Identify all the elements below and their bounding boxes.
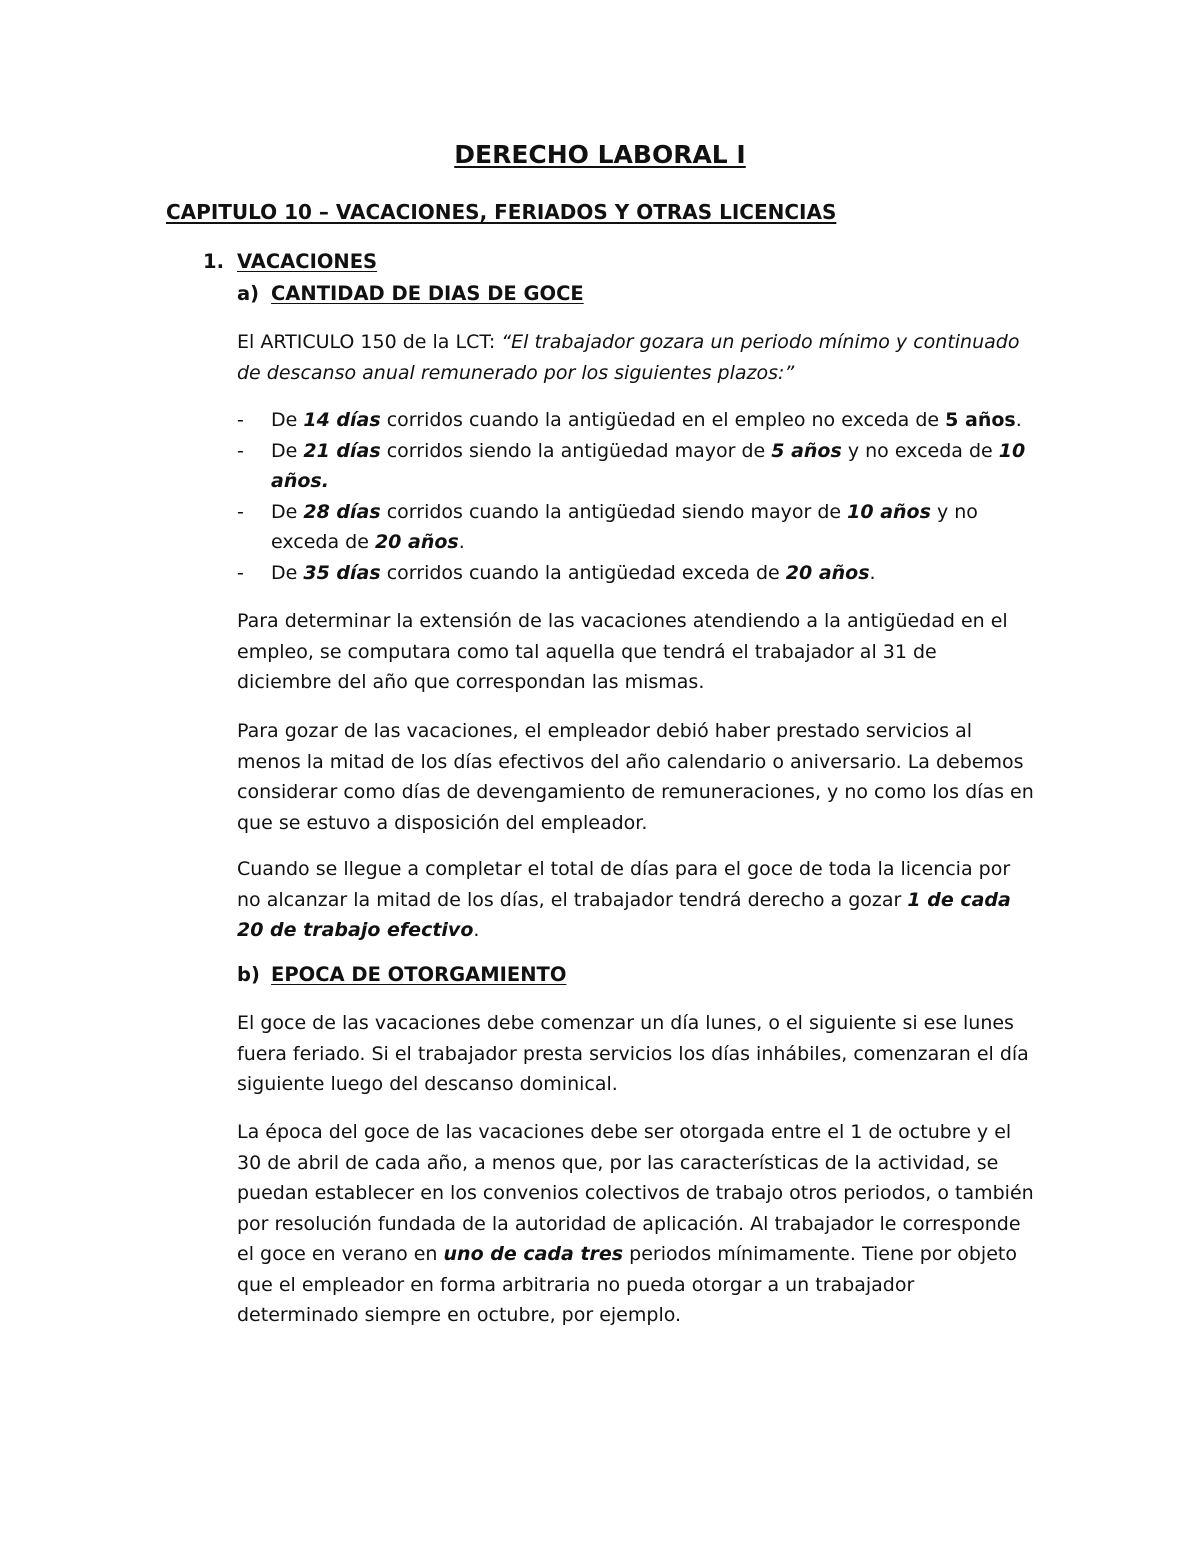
list-item	[237, 497, 1037, 558]
article-intro	[237, 327, 1037, 388]
paragraph-requisitos: Para gozar de las vacaciones, el empleador debió haber prestado servicios al menos la mitad de los días efectivos del año calendario o aniversario. La debemos considerar como días de devengamiento de remuneraciones, y no como los días en que se estuvo a disposición del empleador.	[237, 720, 1034, 834]
document-title: DERECHO LABORAL I	[454, 140, 746, 169]
item-text: De	[271, 500, 304, 523]
item-text: corridos siendo la antigüedad mayor de	[380, 439, 772, 462]
item-text: .	[1015, 409, 1022, 431]
item-text: corridos cuando la antigüedad exceda de	[380, 561, 786, 584]
item-years: 20 años	[785, 561, 870, 584]
item-years: 10 años.	[271, 439, 1026, 492]
paragraph-antiguedad: Para determinar la extensión de las vacaciones atendiendo a la antigüedad en el empleo, se computara como tal aquella que tendrá el trabajador al 31 de diciembre del año que correspondan las mismas.	[237, 610, 1008, 693]
subheading-title: EPOCA DE OTORGAMIENTO	[271, 963, 567, 986]
item-text: De	[271, 561, 304, 584]
item-text: y no exceda de	[271, 500, 978, 553]
bullet-dash: -	[237, 500, 244, 523]
paragraph-emphasis: uno de cada tres	[443, 1243, 624, 1265]
bullet-dash: -	[237, 439, 244, 462]
article-intro-text: El ARTICULO 150 de la LCT:	[237, 331, 502, 353]
section-heading-vacaciones	[203, 250, 377, 273]
paragraph-text: Cuando se llegue a completar el total de días para el goce de toda la licencia por no alcanzar la mitad de los días, el trabajador tendrá derecho a gozar	[237, 858, 1011, 911]
item-days: 14 días	[303, 409, 381, 431]
vacation-days-list	[237, 405, 1037, 588]
paragraph-text: periodos mínimamente. Tiene por objeto que el empleador en forma arbitraria no pueda otorgar a un trabajador determinado siempre en octubre, por ejemplo.	[237, 1243, 1017, 1326]
paragraph-comienzo: El goce de las vacaciones debe comenzar un día lunes, o el siguiente si ese lunes fuera feriado. Si el trabajador presta servicios los días inhábiles, comenzaran el día siguiente luego del descanso dominical.	[237, 1012, 1029, 1095]
paragraph-emphasis: 1 de cada 20 de trabajo efectivo	[237, 888, 1011, 941]
article-quote: “El trabajador gozara un periodo mínimo y continuado de descanso anual remunerado por los siguientes plazos:”	[237, 331, 1020, 384]
subheading-letter: a)	[237, 282, 260, 305]
item-text: De	[271, 439, 304, 462]
paragraph-text: .	[473, 919, 480, 941]
item-text: .	[869, 561, 876, 584]
item-days: 21 días	[303, 439, 381, 462]
subheading-letter: b)	[237, 963, 260, 986]
item-years: 20 años	[374, 531, 459, 553]
subheading-cantidad-dias	[237, 282, 584, 305]
item-text: .	[458, 531, 465, 553]
item-text: De	[271, 409, 304, 431]
list-item	[237, 405, 1037, 436]
list-item	[237, 436, 1037, 497]
item-days: 28 días	[303, 500, 381, 523]
bullet-dash: -	[237, 561, 244, 584]
bullet-dash: -	[237, 409, 244, 431]
list-item	[237, 558, 1037, 589]
item-text: corridos cuando la antigüedad en el empleo no exceda de	[380, 409, 946, 431]
item-years: 5 años	[771, 439, 842, 462]
item-text: y no exceda de	[841, 439, 999, 462]
subheading-title: CANTIDAD DE DIAS DE GOCE	[271, 282, 584, 305]
paragraph-text: La época del goce de las vacaciones debe ser otorgada entre el 1 de octubre y el 30 de abril de cada año, a menos que, por las características de la actividad, se puedan establecer en los convenios colectivos de trabajo otros periodos, o también por resolución fundada de la autoridad de aplicación. Al trabajador le corresponde el goce en verano en	[237, 1121, 1034, 1265]
chapter-title: CAPITULO 10 – VACACIONES, FERIADOS Y OTRAS LICENCIAS	[166, 200, 837, 224]
paragraph-epoca	[237, 1117, 1037, 1331]
section-number: 1.	[203, 250, 224, 273]
paragraph-proporcional	[237, 854, 1037, 946]
item-days: 35 días	[303, 561, 381, 584]
section-title: VACACIONES	[237, 250, 378, 273]
item-years: 10 años	[847, 500, 931, 523]
item-years: 5 años	[945, 409, 1016, 431]
subheading-epoca	[237, 963, 566, 986]
item-text: corridos cuando la antigüedad siendo mayor de	[380, 500, 848, 523]
